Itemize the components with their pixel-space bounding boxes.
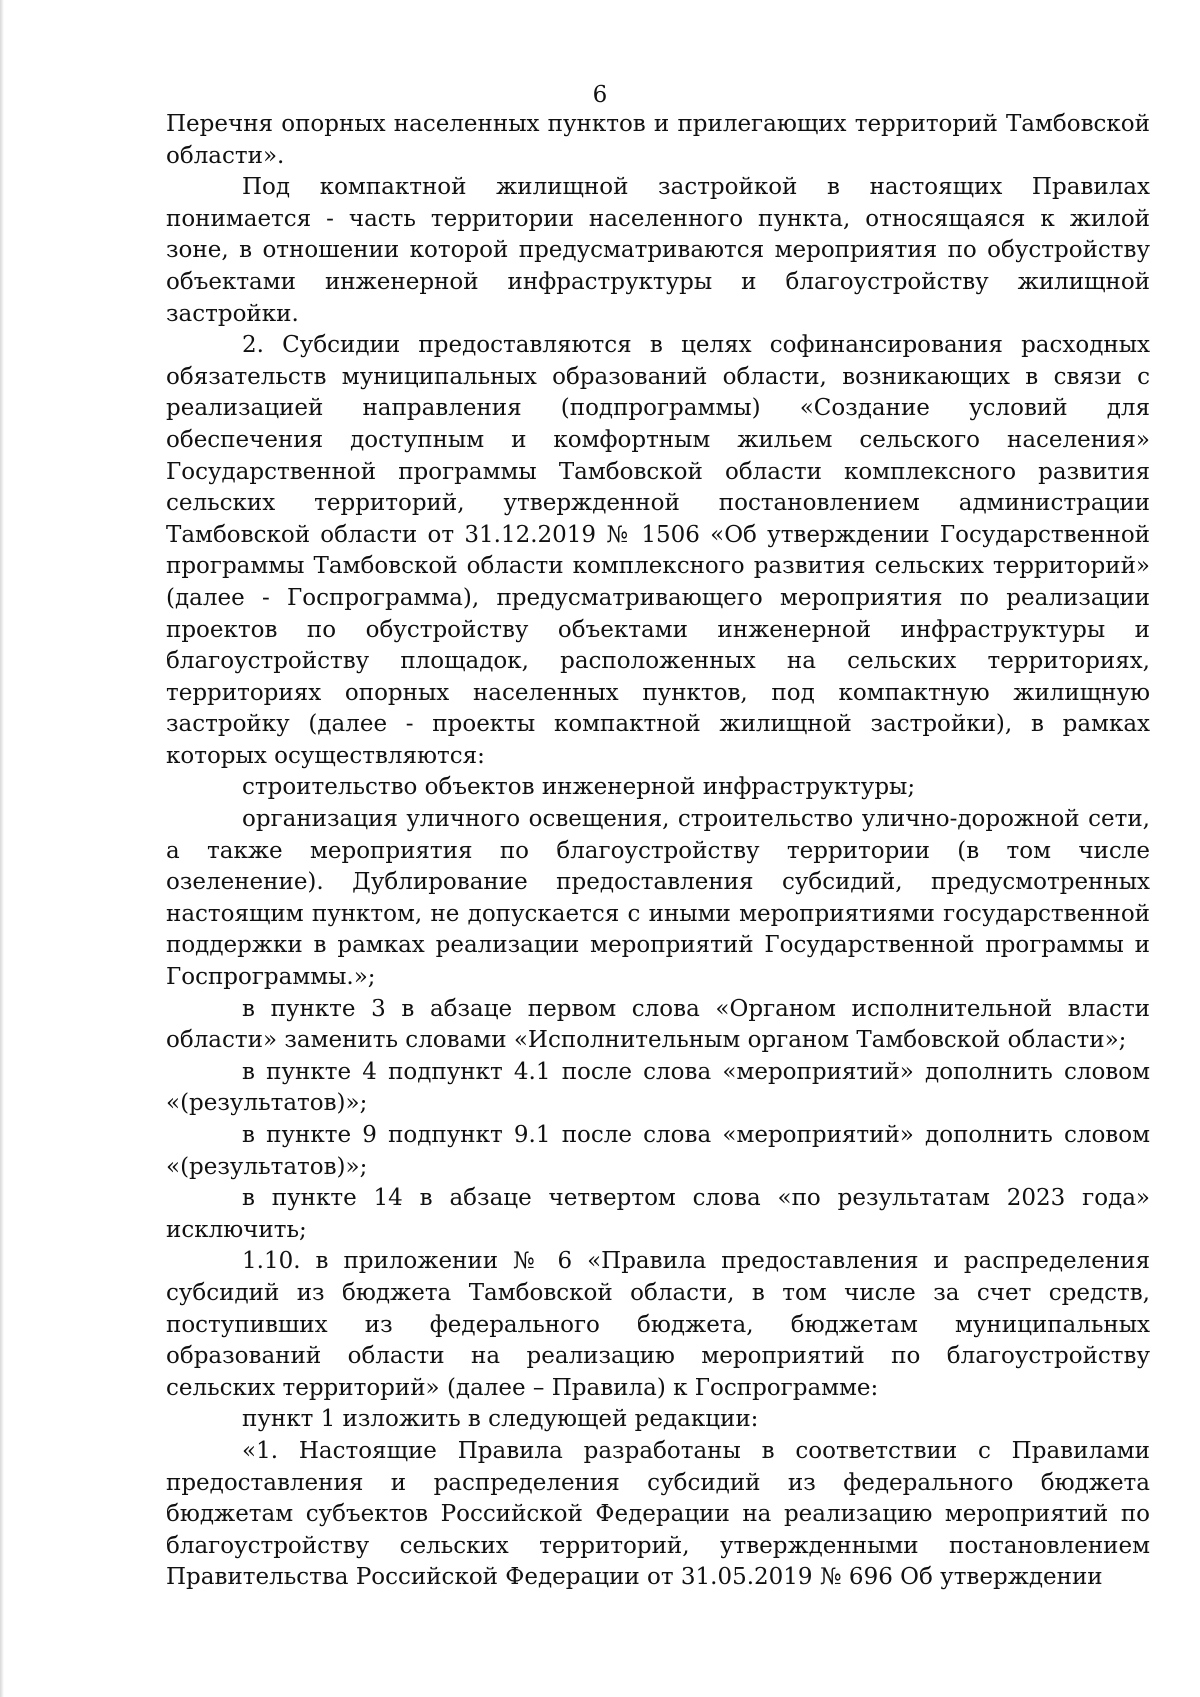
paragraph-compact-housing-definition: Под компактной жилищной застройкой в настоящих Правилах понимается - часть территории населенного пункта, относящаяся к жилой зоне, в отношении которой предусматриваются мероприятия по обустройству объектами инженерной инфраструктуры и благоустройству жилищной застройки. — [166, 174, 1150, 327]
paragraph-point-9-amendment: в пункте 9 подпункт 9.1 после слова «мероприятий» дополнить словом «(результатов)»; — [166, 1122, 1150, 1180]
paragraph-appendix-6-amendment: 1.10. в приложении № 6 «Правила предоставления и распределения субсидий из бюджета Тамбовской области, в том числе за счет средств, поступивших из федерального бюджета, бюджетам муниципальных образований области на реализацию мероприятий по благоустройству сельских территорий» (далее – Правила) к Госпрограмме: — [166, 1248, 1150, 1401]
document-body — [166, 109, 1150, 1594]
paragraph-subsidies-purpose: 2. Субсидии предоставляются в целях софинансирования расходных обязательств муниципальных образований области, возникающих в связи с реализацией направления (подпрограммы) «Создание условий для обеспечения доступным и комфортным жильем сельского населения» Государственной программы Тамбовской области комплексного развития сельских территорий, утвержденной постановлением администрации Тамбовской области от 31.12.2019 № 1506 «Об утверждении Государственной программы Тамбовской области комплексного развития сельских территорий» (далее - Госпрограмма), предусматривающего мероприятия по реализации проектов по обустройству объектами инженерной инфраструктуры и благоустройству площадок, расположенных на сельских территориях, территориях опорных населенных пунктов, под компактную жилищную застройку (далее - проекты компактной жилищной застройки), в рамках которых осуществляются: — [166, 332, 1150, 769]
paragraph-continuation: Перечня опорных населенных пунктов и прилегающих территорий Тамбовской области». — [166, 111, 1150, 169]
page-number: 6 — [592, 82, 608, 108]
paragraph-point-1-new-wording: пункт 1 изложить в следующей редакции: — [242, 1406, 759, 1433]
paragraph-point-4-amendment: в пункте 4 подпункт 4.1 после слова «мероприятий» дополнить словом «(результатов)»; — [166, 1058, 1150, 1117]
paragraph-rules-basis: «1. Настоящие Правила разработаны в соответствии с Правилами предоставления и распределения субсидий из федерального бюджета бюджетам субъектов Российской Федерации на реализацию мероприятий по благоустройству сельских территорий, утвержденными постановлением Правительства Российской Федерации от 31.05.2019 № 696 Об утверждении — [166, 1437, 1150, 1591]
paragraph-point-14-amendment: в пункте 14 в абзаце четвертом слова «по результатам 2023 года» исключить; — [166, 1185, 1150, 1243]
paragraph-point-3-amendment: в пункте 3 в абзаце первом слова «Органом исполнительной власти области» заменить словами «Исполнительным органом Тамбовской области»; — [166, 995, 1150, 1054]
paragraph-street-lighting: организация уличного освещения, строительство улично-дорожной сети, а также мероприятия по благоустройству территории (в том числе озеленение). Дублирование предоставления субсидий, предусмотренных настоящим пунктом, не допускается с иными мероприятиями государственной поддержки в рамках реализации мероприятий Государственной программы и Госпрограммы.»; — [166, 806, 1150, 991]
paragraph-infrastructure-construction: строительство объектов инженерной инфраструктуры; — [242, 774, 916, 801]
scan-edge — [0, 0, 4, 1697]
